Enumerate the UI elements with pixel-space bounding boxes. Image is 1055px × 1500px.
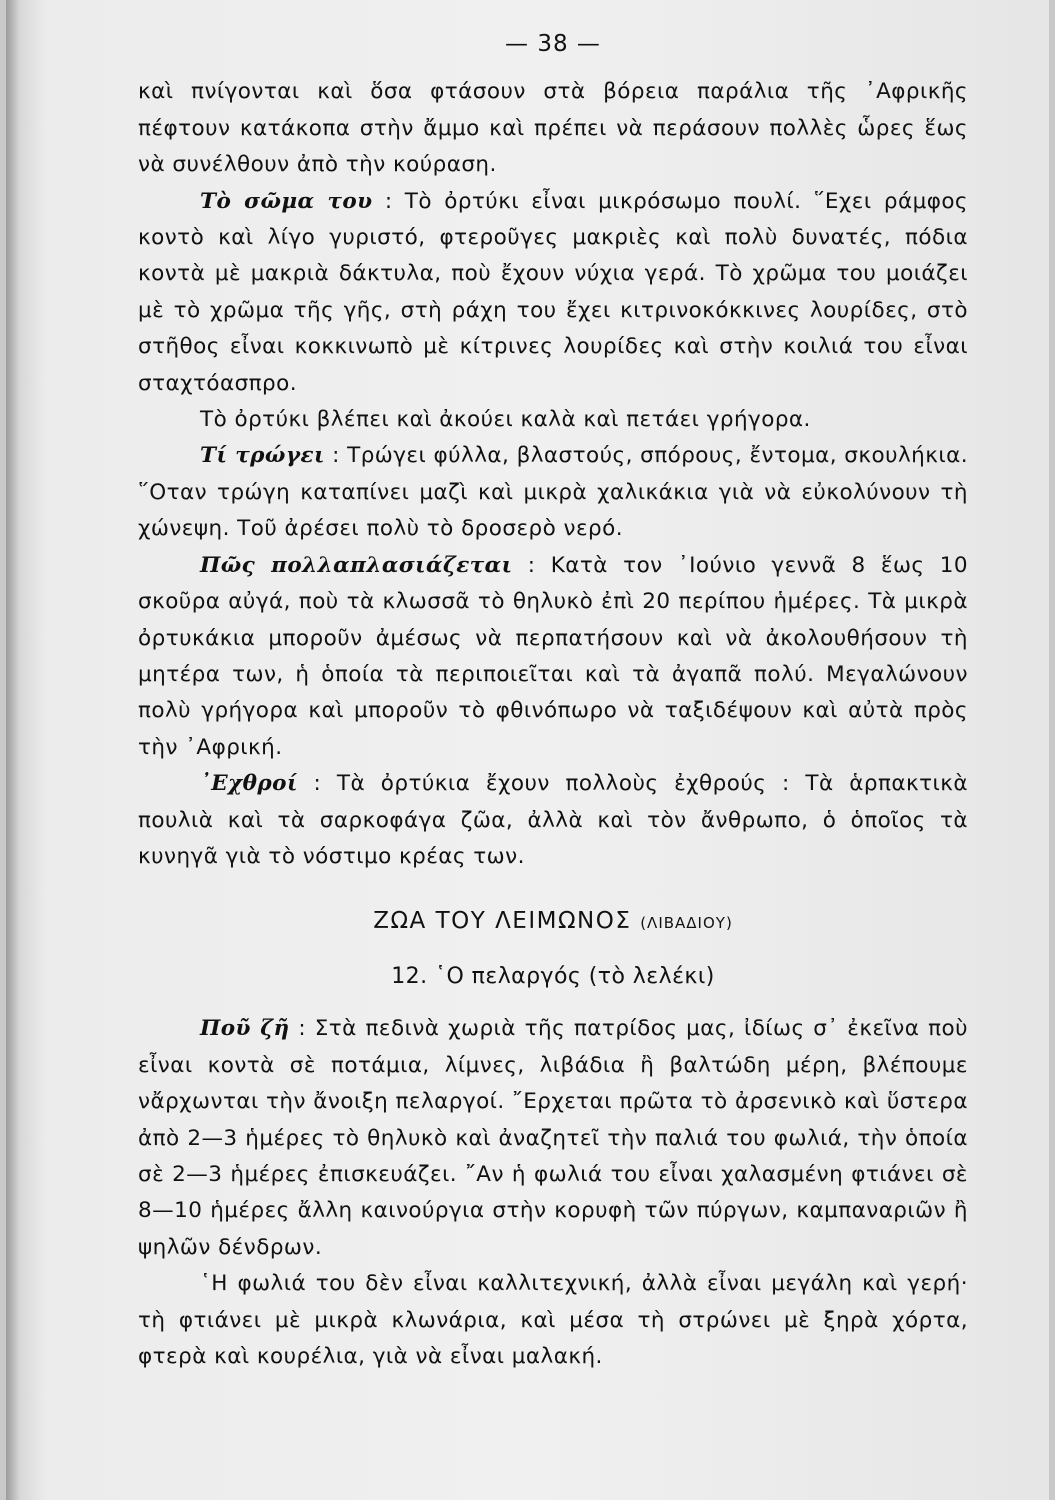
paragraph-habitat: [138, 1011, 968, 1266]
heading-enemies: ᾿Εχθροί: [200, 771, 298, 797]
heading-food: Τί τρώγει: [200, 443, 325, 469]
paragraph-food: [138, 438, 968, 547]
book-page: [6, 0, 1049, 1500]
section-title-sub: (ΛΙΒΑΔΙΟΥ): [640, 914, 733, 933]
paragraph-body-text: : Τὸ ὀρτύκι εἶναι μικρόσωμο πουλί. ῞Εχει ράμφος κοντὸ καὶ λίγο γυριστό, φτεροῦγες μακριὲς καὶ πολὺ δυνατές, πόδια κοντὰ μὲ μακριὰ δάκτυλα, ποὺ ἔχουν νύχια γερά. Τὸ χρῶμα του μοιάζει μὲ τὸ χρῶμα τῆς γῆς, στὴ ράχη του ἔχει κιτρινοκόκκινες λουρίδες, στὸ στῆθος εἶναι κοκκινωπὸ μὲ κίτρινες λουρίδες καὶ στὴν κοιλιά του εἶναι σταχτόασπρο.: [138, 188, 968, 396]
page-number: — 38 —: [505, 31, 601, 57]
paragraph-food-text: : Τρώγει φύλλα, βλαστούς, σπόρους, ἔντομα, σκουλήκια. ῞Οταν τρώγη καταπίνει μαζὶ καὶ μικρὰ χαλικάκια γιὰ νὰ εὐκολύνουν τὴ χώνεψη. Τοῦ ἀρέσει πολὺ τὸ δροσερὸ νερό.: [138, 443, 968, 542]
paragraph-nest: ῾Η φωλιά του δὲν εἶναι καλλιτεχνική, ἀλλὰ εἶναι μεγάλη καὶ γερή· τὴ φτιάνει μὲ μικρὰ κλωνάρια, καὶ μέσα τὴ στρώνει μὲ ξηρὰ χόρτα, φτερὰ καὶ κουρέλια, γιὰ νὰ εἶναι μαλακή.: [138, 1271, 968, 1369]
paragraph-reproduction: [138, 548, 968, 766]
section-title-main: ΖΩΑ ΤΟΥ ΛΕΙΜΩΝΟΣ: [373, 908, 632, 935]
paragraph-habitat-text: : Στὰ πεδινὰ χωριὰ τῆς πατρίδος μας, ἰδίως σ᾿ ἐκεῖνα ποὺ εἶναι κοντὰ σὲ ποτάμια, λίμνες, λιβάδια ἢ βαλτώδη μέρη, βλέπουμε νἄρχωνται τὴν ἄνοιξη πελαργοί. ῎Ερχεται πρῶτα τὸ ἀρσενικὸ καὶ ὕστερα ἀπὸ 2—3 ἡμέρες τὸ θηλυκὸ καὶ ἀναζητεῖ τὴν παλιά του φωλιά, τὴν ὁποία σὲ 2—3 ἡμέρες ἐπισκευάζει. ῎Αν ἡ φωλιά του εἶναι χαλασμένη φτιάνει σὲ 8—10 ἡμέρες ἄλλη καινούργια στὴν κορυφὴ τῶν πύργων, καμπαναριῶν ἢ ψηλῶν δένδρων.: [138, 1016, 968, 1260]
paragraph-1: καὶ πνίγονται καὶ ὅσα φτάσουν στὰ βόρεια παράλια τῆς ᾿Αφρικῆς πέφτουν κατάκοπα στὴν ἄμμο καὶ πρέπει νὰ περάσουν πολλὲς ὧρες ἕως νὰ συνέλθουν ἀπὸ τὴν κούραση.: [138, 79, 968, 178]
paragraph-reproduction-text: : Κατὰ τον ᾿Ιούνιο γεννᾶ 8 ἕως 10 σκοῦρα αὐγά, ποὺ τὰ κλωσσᾶ τὸ θηλυκὸ ἐπὶ 20 περίπου ἡμέρες. Τὰ μικρὰ ὀρτυκάκια μποροῦν ἀμέσως νὰ περπατήσουν καὶ νὰ ἀκολουθήσουν τὴ μητέρα των, ἡ ὁποία τὰ περιποιεῖται καὶ τὰ ἀγαπᾶ πολύ. Μεγαλώνουν πολὺ γρήγορα καὶ μποροῦν τὸ φθινόπωρο νὰ ταξιδέψουν καὶ αὐτὰ πρὸς τὴν ᾿Αφρική.: [138, 552, 968, 760]
paragraph-enemies-text: : Τὰ ὀρτύκια ἔχουν πολλοὺς ἐχθρούς : Τὰ ἁρπακτικὰ πουλιὰ καὶ τὰ σαρκοφάγα ζῶα, ἀλλὰ καὶ τὸν ἄνθρωπο, ὁ ὁποῖος τὰ κυνηγᾶ γιὰ τὸ νόστιμο κρέας των.: [138, 771, 968, 869]
paragraph-body-description: [138, 184, 968, 402]
heading-body: Τὸ σῶμα του: [200, 188, 373, 214]
heading-reproduction: Πῶς πολλαπλασιάζεται: [200, 552, 513, 578]
paragraph-senses: Τὸ ὀρτύκι βλέπει καὶ ἀκούει καλὰ καὶ πετάει γρήγορα.: [200, 407, 811, 433]
heading-habitat: Ποῦ ζῆ: [200, 1016, 290, 1042]
chapter-title: 12. ῾Ο πελαργός (τὸ λελέκι): [391, 964, 715, 990]
paragraph-enemies: [138, 766, 968, 875]
page-content: [138, 26, 968, 1375]
section-title: [138, 901, 968, 943]
